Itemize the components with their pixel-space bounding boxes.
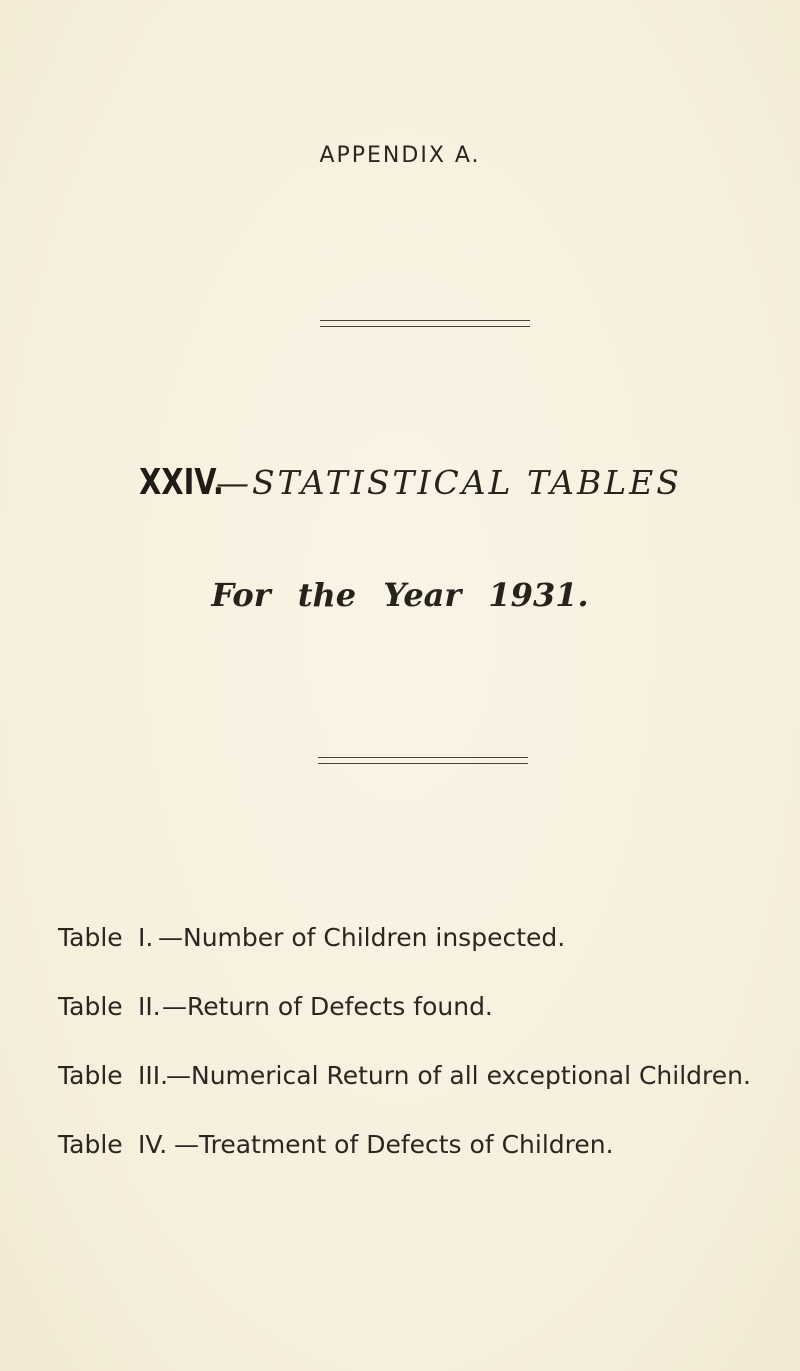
table-list-item: [58, 989, 778, 1025]
section-title: [0, 462, 800, 503]
table-number: IV.: [138, 1130, 168, 1159]
section-number: XXIV.: [139, 462, 224, 503]
table-label: Table: [58, 1130, 123, 1159]
double-rule-top: [320, 320, 530, 327]
section-subtitle: For the Year 1931.: [211, 576, 589, 614]
table-label: Table: [58, 992, 123, 1021]
table-label: Table: [58, 1061, 123, 1090]
table-description: —Treatment of Defects of Children.: [174, 1130, 614, 1159]
table-list-item: [58, 1058, 778, 1094]
table-description: —Number of Children inspected.: [158, 923, 566, 952]
double-rule-middle: [318, 757, 528, 764]
table-number: I.: [138, 923, 154, 952]
table-list-item: [58, 1127, 778, 1163]
appendix-heading: APPENDIX A.: [319, 143, 481, 168]
table-list: [58, 920, 778, 1163]
table-number: II.: [138, 992, 161, 1021]
table-label: Table: [58, 923, 123, 952]
table-description: —Return of Defects found.: [162, 992, 493, 1021]
table-number: III.: [138, 1061, 169, 1090]
table-description: —Numerical Return of all exceptional Children.: [166, 1061, 751, 1090]
table-list-item: [58, 920, 778, 956]
section-title-text: —STATISTICAL TABLES: [215, 463, 682, 502]
